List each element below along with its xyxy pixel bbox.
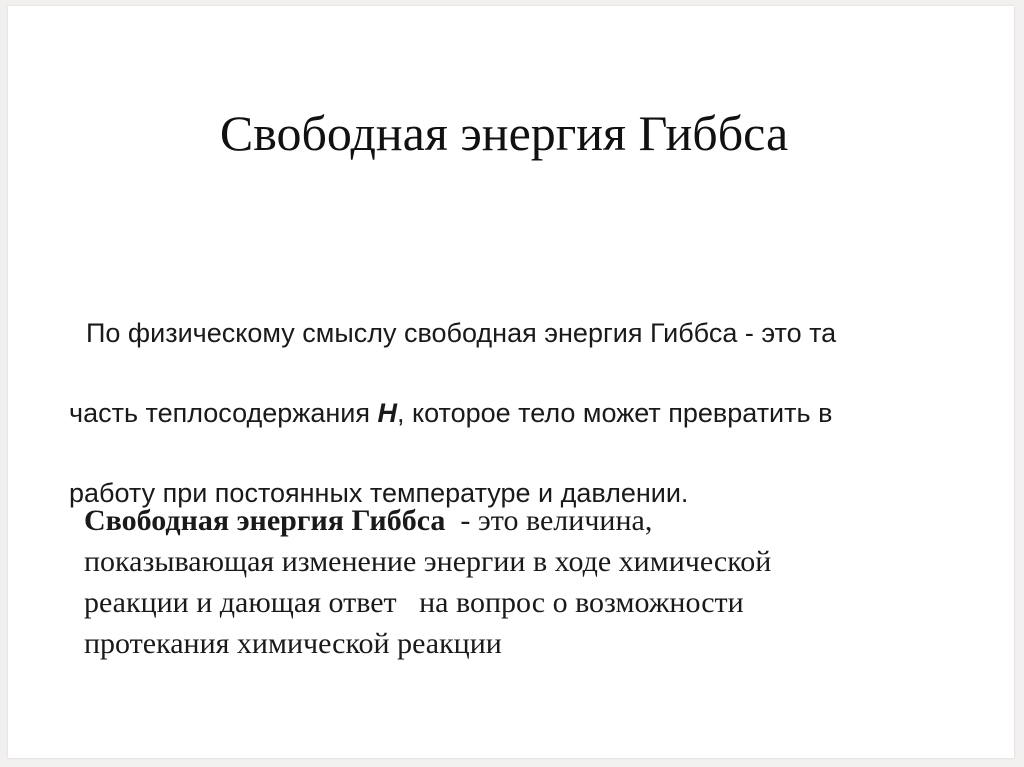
paragraph2-line2: показывающая изменение энергии в ходе химической: [84, 545, 772, 578]
paragraph1-line2: [69, 393, 974, 433]
definition-paragraph-gibbs: [84, 500, 964, 664]
paragraph2-line3: реакции и дающая ответ на вопрос о возможности: [84, 586, 744, 619]
paragraph2-line4: протекания химической реакции: [84, 627, 502, 660]
paragraph1-line2-before: часть теплосодержания: [69, 398, 378, 428]
paragraph2-line1-after: - это величина,: [445, 504, 653, 537]
enthalpy-symbol: H: [377, 398, 397, 428]
paragraph2-line1: [84, 500, 964, 541]
paragraph1-line1: По физическому смыслу свободная энергия Гиббса - это та: [86, 318, 837, 348]
slide-title: Свободная энергия Гиббса: [219, 105, 789, 161]
paragraph1-line3: работу при постоянных температуре и давлении.: [69, 478, 689, 508]
defined-term: Свободная энергия Гиббса: [84, 504, 446, 537]
paragraph1-line2-after: , которое тело может превратить в: [397, 398, 833, 428]
